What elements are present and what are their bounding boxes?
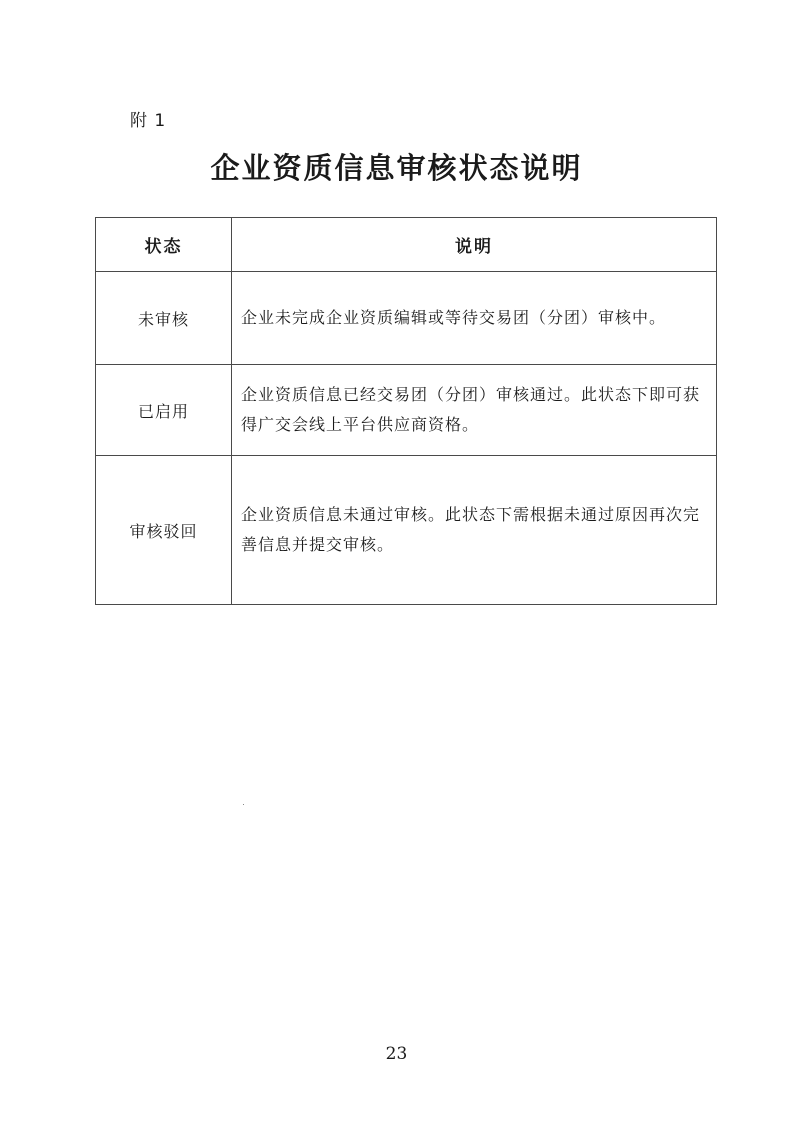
description-cell: 企业未完成企业资质编辑或等待交易团（分团）审核中。	[232, 272, 717, 365]
description-cell: 企业资质信息未通过审核。此状态下需根据未通过原因再次完善信息并提交审核。	[232, 456, 717, 605]
status-cell: 已启用	[96, 365, 232, 456]
status-description-table	[95, 217, 717, 605]
table-row	[96, 272, 717, 365]
table-row	[96, 456, 717, 605]
status-cell: 未审核	[96, 272, 232, 365]
page-number: 23	[385, 1044, 408, 1064]
scan-artifact-dot	[243, 804, 244, 805]
table-header-row	[96, 218, 717, 272]
attachment-label: 附 1	[130, 111, 167, 131]
status-cell: 审核驳回	[96, 456, 232, 605]
description-cell: 企业资质信息已经交易团（分团）审核通过。此状态下即可获得广交会线上平台供应商资格。	[232, 365, 717, 456]
page-title: 企业资质信息审核状态说明	[210, 151, 583, 185]
column-header-description: 说明	[232, 218, 717, 272]
column-header-status: 状态	[96, 218, 232, 272]
table-row	[96, 365, 717, 456]
